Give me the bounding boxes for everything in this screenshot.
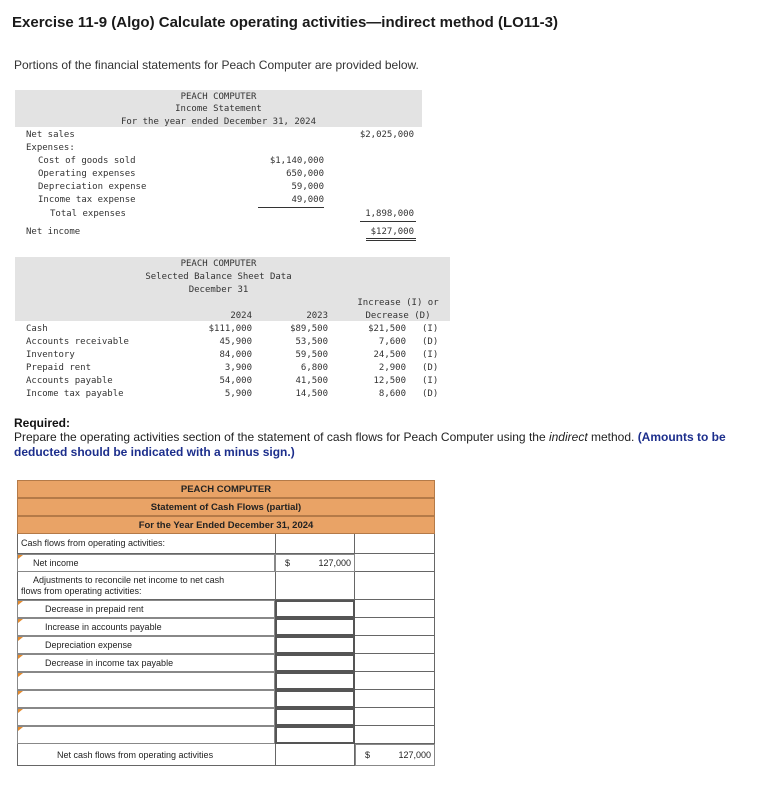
worksheet-statement-name: Statement of Cash Flows (partial) xyxy=(17,498,435,516)
year-2023-header: 2023 xyxy=(306,311,328,321)
input-flag-icon xyxy=(18,673,23,677)
adjustment-row xyxy=(17,636,435,654)
blank-label-field[interactable] xyxy=(17,726,275,744)
blank-row xyxy=(17,672,435,690)
required-heading: Required: xyxy=(14,416,71,430)
net-income-amount: 127,000 xyxy=(318,558,351,568)
balance-row-label: Cash xyxy=(26,324,48,334)
blank-row xyxy=(17,726,435,744)
balance-row-direction: (I) xyxy=(422,324,439,334)
adjustment-row xyxy=(17,600,435,618)
income-statement-period: For the year ended December 31, 2024 xyxy=(120,117,317,127)
blank-amount-input[interactable] xyxy=(275,726,355,744)
blank-amount-input[interactable] xyxy=(275,708,355,726)
required-note: (Amounts to be deducted should be indicated with a minus sign.) xyxy=(14,430,726,459)
balance-row-change: 8,600 xyxy=(378,389,406,399)
blank-amount-input[interactable] xyxy=(275,672,355,690)
balance-row-2023: 14,500 xyxy=(295,389,328,399)
worksheet-adjustments-row xyxy=(17,572,435,600)
expense-label: Depreciation expense xyxy=(38,182,147,192)
balance-row-direction: (I) xyxy=(422,350,439,360)
balance-row-2024: 84,000 xyxy=(219,350,252,360)
expense-label: Cost of goods sold xyxy=(38,156,136,166)
blank-row xyxy=(17,690,435,708)
page-title: Exercise 11-9 (Algo) Calculate operating activities—indirect method (LO11-3) xyxy=(12,14,558,31)
worksheet-total-row xyxy=(17,744,435,766)
balance-row-direction: (D) xyxy=(422,363,439,373)
blank-amount-input[interactable] xyxy=(275,690,355,708)
adjustment-amount-input[interactable] xyxy=(275,636,355,654)
balance-row-direction: (D) xyxy=(422,389,439,399)
net-income-dollar: $ xyxy=(285,558,291,568)
section-label: Cash flows from operating activities: xyxy=(21,538,166,548)
intro-text: Portions of the financial statements for Peach Computer are provided below. xyxy=(14,58,419,72)
adjustments-label-line1: Adjustments to reconcile net income to net cash xyxy=(33,575,225,585)
net-sales-label: Net sales xyxy=(26,130,75,140)
total-expenses-underline xyxy=(360,221,416,222)
blank-row xyxy=(17,708,435,726)
expense-value: 49,000 xyxy=(291,195,324,205)
balance-row-change: 12,500 xyxy=(373,376,406,386)
balance-row-label: Inventory xyxy=(26,350,75,360)
expense-label: Income tax expense xyxy=(38,195,136,205)
adjustment-row xyxy=(17,654,435,672)
income-statement-company: PEACH COMPUTER xyxy=(180,92,257,102)
required-text-italic: indirect xyxy=(548,430,588,444)
input-flag-icon xyxy=(18,727,23,731)
balance-sheet-company: PEACH COMPUTER xyxy=(180,259,257,269)
balance-row-change: 7,600 xyxy=(378,337,406,347)
balance-row-change: 2,900 xyxy=(378,363,406,373)
cash-flow-worksheet xyxy=(17,480,435,766)
balance-sheet-name: Selected Balance Sheet Data xyxy=(145,272,292,282)
net-income-label: Net income xyxy=(26,227,81,237)
balance-row-label: Accounts receivable xyxy=(26,337,129,347)
expenses-underline xyxy=(258,207,324,208)
blank-label-field[interactable] xyxy=(17,672,275,690)
total-expenses-value: 1,898,000 xyxy=(365,209,414,219)
net-income-double-underline-2 xyxy=(366,240,416,241)
input-flag-icon xyxy=(18,655,23,659)
expenses-label: Expenses: xyxy=(26,143,75,153)
net-income-double-underline-1 xyxy=(366,238,416,239)
worksheet-section-row xyxy=(17,534,435,554)
balance-sheet-period: December 31 xyxy=(188,285,249,295)
input-flag-icon xyxy=(18,601,23,605)
net-sales-value: $2,025,000 xyxy=(359,130,414,140)
expense-value: $1,140,000 xyxy=(269,156,324,166)
expense-value: 650,000 xyxy=(286,169,324,179)
adjustment-label: Decrease in income tax payable xyxy=(45,658,174,668)
required-instructions xyxy=(14,430,774,460)
balance-row-2023: 6,800 xyxy=(300,363,328,373)
worksheet-company: PEACH COMPUTER xyxy=(17,480,435,498)
total-label: Net cash flows from operating activities xyxy=(57,750,214,760)
balance-row-2024: $111,000 xyxy=(208,324,252,334)
worksheet-net-income-row xyxy=(17,554,435,572)
balance-row-2023: 59,500 xyxy=(295,350,328,360)
total-expenses-label: Total expenses xyxy=(50,209,126,219)
balance-row-2023: 53,500 xyxy=(295,337,328,347)
balance-row-change: $21,500 xyxy=(368,324,406,334)
input-flag-icon xyxy=(18,637,23,641)
balance-row-label: Accounts payable xyxy=(26,376,113,386)
balance-row-2024: 3,900 xyxy=(224,363,252,373)
input-flag-icon xyxy=(18,555,23,559)
balance-row-2024: 54,000 xyxy=(219,376,252,386)
total-amount: 127,000 xyxy=(398,750,431,760)
net-income-value: $127,000 xyxy=(370,227,414,237)
adjustment-amount-input[interactable] xyxy=(275,618,355,636)
required-text-before: Prepare the operating activities section of the statement of cash flows for Peach Computer using the xyxy=(14,430,549,444)
required-text-after: method. xyxy=(587,430,638,444)
balance-row-change: 24,500 xyxy=(373,350,406,360)
worksheet-period: For the Year Ended December 31, 2024 xyxy=(17,516,435,534)
blank-label-field[interactable] xyxy=(17,708,275,726)
blank-label-field[interactable] xyxy=(17,690,275,708)
adjustment-label: Depreciation expense xyxy=(45,640,133,650)
balance-row-2023: 41,500 xyxy=(295,376,328,386)
adjustment-amount-input[interactable] xyxy=(275,654,355,672)
adjustment-row xyxy=(17,618,435,636)
balance-row-2023: $89,500 xyxy=(290,324,328,334)
change-header-line2: Decrease (D) xyxy=(365,311,431,321)
balance-row-2024: 5,900 xyxy=(224,389,252,399)
adjustments-label-line2: flows from operating activities: xyxy=(21,586,142,596)
expense-label: Operating expenses xyxy=(38,169,136,179)
balance-row-label: Income tax payable xyxy=(26,389,124,399)
input-flag-icon xyxy=(18,691,23,695)
net-income-label: Net income xyxy=(33,558,79,568)
balance-row-label: Prepaid rent xyxy=(26,363,92,373)
total-dollar: $ xyxy=(365,750,371,760)
year-2024-header: 2024 xyxy=(230,311,252,321)
adjustment-label: Increase in accounts payable xyxy=(45,622,162,632)
expense-value: 59,000 xyxy=(291,182,324,192)
balance-row-direction: (I) xyxy=(422,376,439,386)
adjustment-amount-input[interactable] xyxy=(275,600,355,618)
change-header-line1: Increase (I) or xyxy=(357,298,439,308)
input-flag-icon xyxy=(18,709,23,713)
balance-row-direction: (D) xyxy=(422,337,439,347)
input-flag-icon xyxy=(18,619,23,623)
balance-row-2024: 45,900 xyxy=(219,337,252,347)
income-statement-name: Income Statement xyxy=(175,104,262,114)
adjustment-label: Decrease in prepaid rent xyxy=(45,604,144,614)
